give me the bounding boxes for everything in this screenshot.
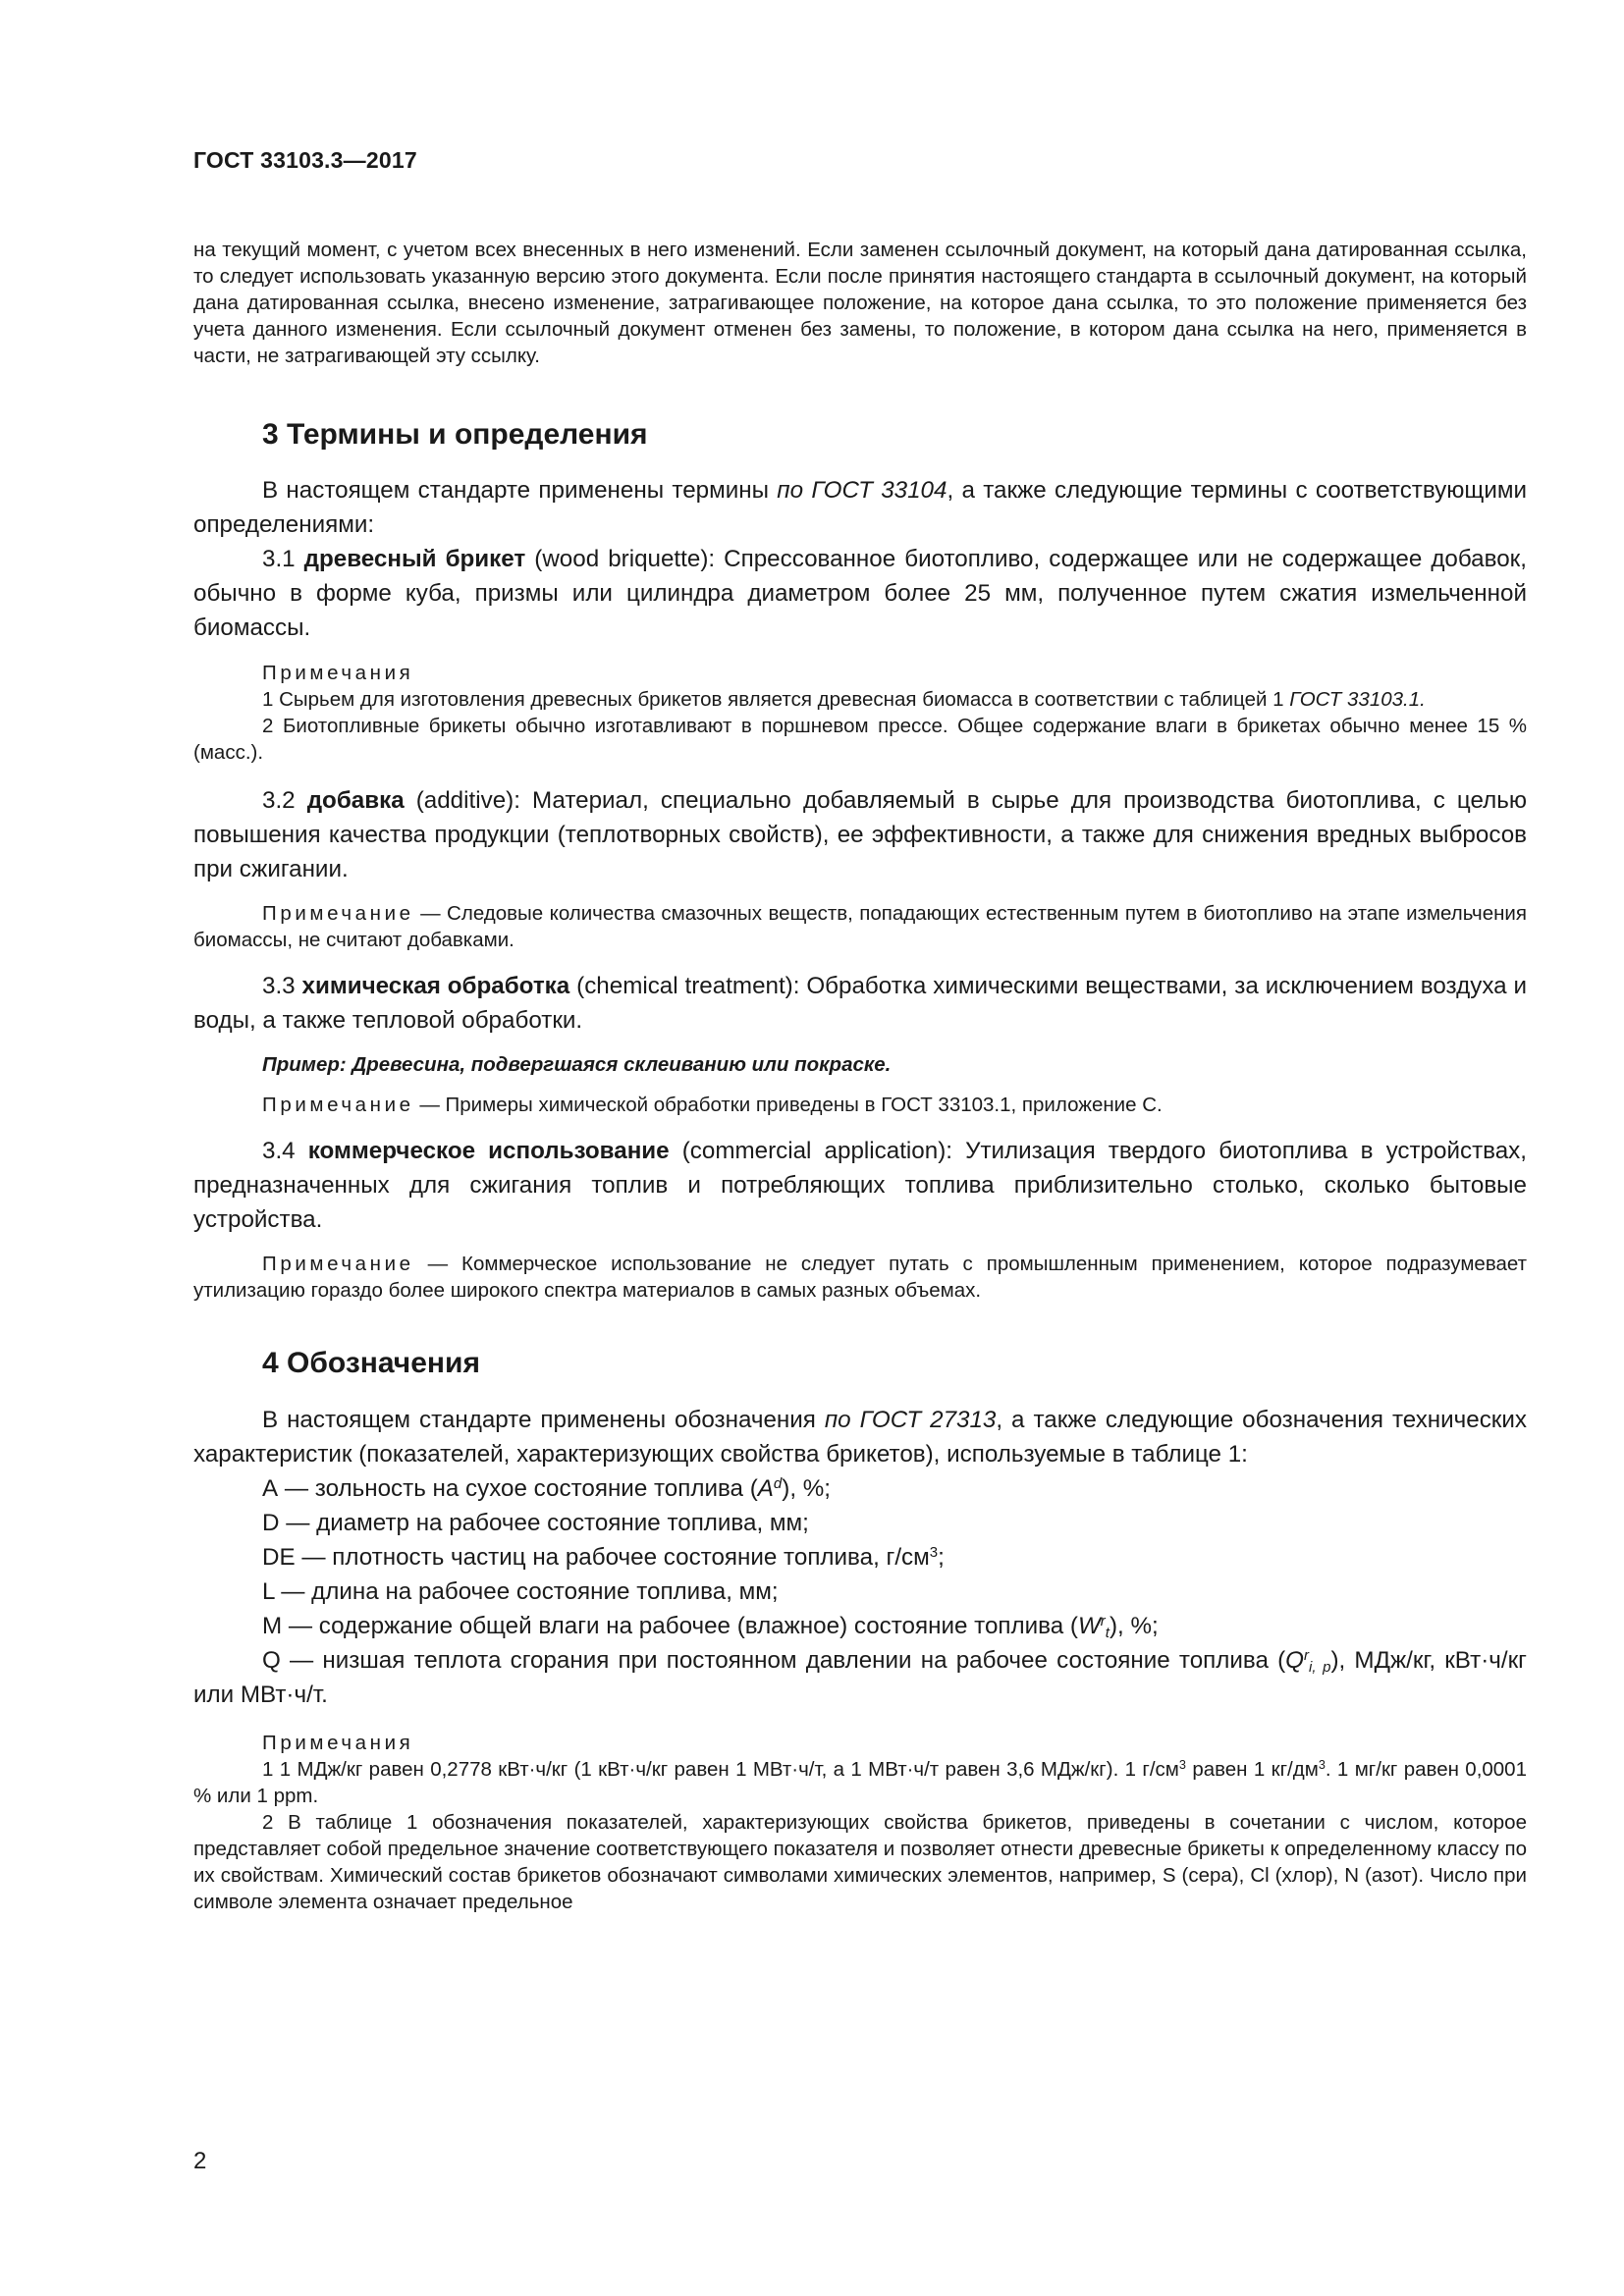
term-3-1-name: древесный брикет	[303, 546, 526, 572]
term-3-3-note: Примечание — Примеры химической обработки приведены в ГОСТ 33103.1, приложение С.	[262, 1094, 1163, 1116]
section-3-intro: В настоящем стандарте применены термины по ГОСТ 33104, а также следующие термины с соответствующими определениями:	[193, 477, 1527, 538]
section-4-note-1: 1 1 МДж/кг равен 0,2778 кВт·ч/кг (1 кВт·ч/кг равен 1 МВт·ч/т, а 1 МВт·ч/т равен 3,6 МДж/кг). 1 $г/см^3$ равен 1 $кг/дм^3$. 1 мг/кг равен 0,0001 % или 1 ppm.	[193, 1757, 1527, 1807]
document-page	[193, 147, 1527, 1915]
symbol-DE: DE — плотность частиц на рабочее состояние топлива, $г/см^3$;	[262, 1543, 945, 1571]
page-number: 2	[193, 2148, 207, 2174]
section-4-note-2: 2 В таблице 1 обозначения показателей, характеризующих свойства брикетов, приведены в сочетании с числом, которое представляет собой предельное значение соответствующего показателя и позволяет отнести древесные брикеты к определенному классу по их свойствам. Химический состав брикетов обозначают символами химических элементов, например, S (сера), Cl (хлор), N (азот). Число при символе элемента означает предельное	[193, 1811, 1527, 1913]
term-3-1-note-1: 1 Сырьем для изготовления древесных брикетов является древесная биомасса в соответствии с таблицей 1 ГОСТ 33103.1.	[262, 688, 1426, 711]
term-3-1-notes-label: Примечания	[262, 662, 414, 684]
gost-33104-reference: по ГОСТ 33104	[777, 477, 947, 504]
gost-27313-reference: по ГОСТ 27313	[824, 1407, 997, 1433]
term-3-3-name: химическая обработка	[301, 973, 570, 999]
symbol-M: М — содержание общей влаги на рабочее (влажное) состояние топлива $(W^r_t)$, %;	[262, 1612, 1159, 1641]
symbol-L: L — длина на рабочее состояние топлива, мм;	[262, 1578, 779, 1605]
term-3-3-example: Пример: Древесина, подвергшаяся склеиванию или покраске.	[262, 1053, 892, 1076]
section-4-intro: В настоящем стандарте применены обозначения по ГОСТ 27313, а также следующие обозначения технических характеристик (показателей, характеризующих свойства брикетов), используемые в таблице 1:	[193, 1407, 1527, 1468]
symbol-D: D — диаметр на рабочее состояние топлива, мм;	[262, 1510, 809, 1536]
term-3-3: 3.3 химическая обработка (chemical treatment): Обработка химическими веществами, за исключением воздуха и воды, а также тепловой обработки.	[193, 973, 1527, 1034]
document-code: ГОСТ 33103.3—2017	[193, 147, 417, 173]
term-3-4-note: Примечание — Коммерческое использование не следует путать с промышленным применением, которое подразумевает утилизацию гораздо более широкого спектра материалов в самых разных объемах.	[193, 1253, 1527, 1302]
term-3-4-name: коммерческое использование	[307, 1138, 670, 1164]
term-3-1: 3.1 древесный брикет (wood briquette): Спрессованное биотопливо, содержащее или не содержащее добавок, обычно в форме куба, призмы или цилиндра диаметром более 25 мм, полученное путем сжатия измельченной биомассы.	[193, 546, 1527, 641]
section-4-title: 4 Обозначения	[262, 1347, 480, 1379]
symbol-A: А — зольность на сухое состояние топлива $(A^d)$, %;	[262, 1474, 831, 1502]
term-3-1-note-2: 2 Биотопливные брикеты обычно изготавливают в поршневом прессе. Общее содержание влаги в брикетах обычно менее 15 % (масс.).	[193, 715, 1527, 764]
intro-paragraph: на текущий момент, с учетом всех внесенных в него изменений. Если заменен ссылочный документ, на который дана датированная ссылка, то следует использовать указанную версию этого документа. Если после принятия настоящего стандарта в ссылочный документ, на который дана датированная ссылка, внесено изменение, затрагивающее положение, на которое дана ссылка, то это положение применяется без учета данного изменения. Если ссылочный документ отменен без замены, то положение, в котором дана ссылка на него, применяется в части, не затрагивающей эту ссылку.	[193, 239, 1527, 367]
term-3-4: 3.4 коммерческое использование (commercial application): Утилизация твердого биотоплива в устройствах, предназначенных для сжигания топлив и потребляющих топлива приблизительно столько, сколько бытовые устройства.	[193, 1138, 1527, 1233]
symbol-Q: Q — низшая теплота сгорания при постоянном давлении на рабочее состояние топлива $(Q^r_{i, p})$, МДж/кг, кВт·ч/кг или МВт·ч/т.	[193, 1646, 1527, 1708]
term-3-2-note: Примечание — Следовые количества смазочных веществ, попадающих естественным путем в биотопливо на этапе измельчения биомассы, не считают добавками.	[193, 902, 1527, 951]
section-3-title: 3 Термины и определения	[262, 418, 648, 451]
term-3-2: 3.2 добавка (additive): Материал, специально добавляемый в сырье для производства биотоплива, с целью повышения качества продукции (теплотворных свойств), ее эффективности, а также для снижения вредных выбросов при сжигании.	[193, 787, 1527, 882]
term-3-2-name: добавка	[306, 787, 405, 814]
section-4-notes-label: Примечания	[262, 1732, 414, 1754]
